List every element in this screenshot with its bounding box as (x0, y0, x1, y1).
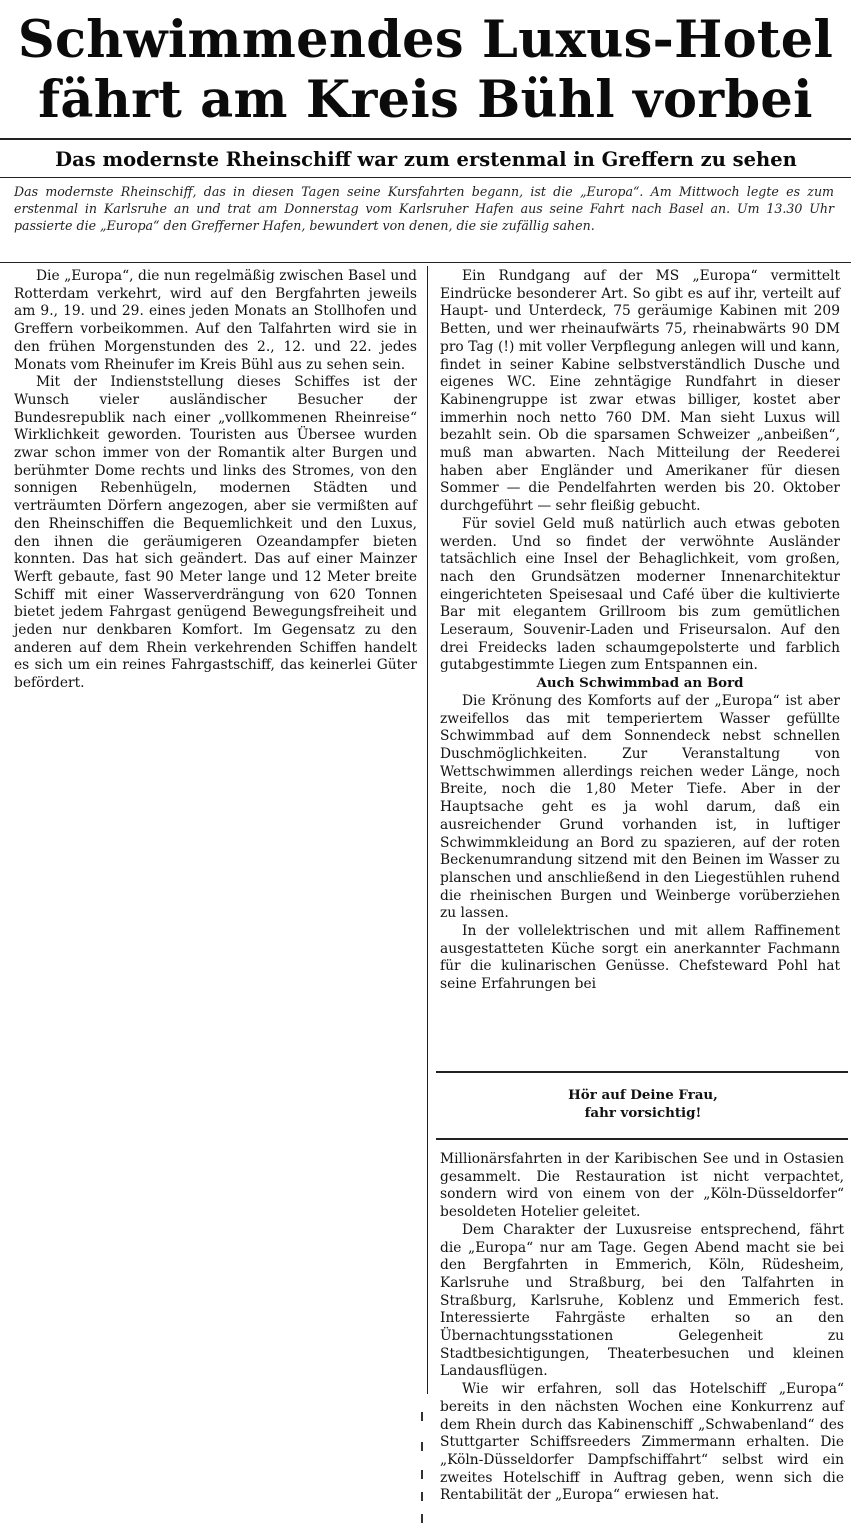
continued-paragraph-1: Millionärsfahrten in der Karibischen See und in Ostasien gesammelt. Die Restauration ist nicht verpachtet, sondern wird von einem von der „Köln-Düsseldorfer“ besoldeten Hotelier geleitet. (440, 1151, 844, 1221)
continued-paragraph-2: Dem Charakter der Luxusreise entsprechend, fährt die „Europa“ nur am Tage. Gegen Abend macht sie bei den Bergfahrten in Emmerich, Köln, Rüdesheim, Karlsruhe und Straßburg, bei den Talfahrten in Straßburg, Karlsruhe, Koblenz und Emmerich fest. Interessierte Fahrgäste erhalten so an den Übernachtungsstationen Gelegenheit zu Stadtbesichtigungen, Theaterbesuchen und kleinen Landausflügen. (440, 1221, 844, 1380)
right-paragraph-4: In der vollelektrischen und mit allem Raffinement ausgestatteten Küche sorgt ein anerkannter Fachmann für die kulinarischen Genüsse. Chefsteward Pohl hat seine Erfahrungen bei (440, 923, 840, 993)
rule-under-subheadline (0, 177, 851, 178)
margin-mark (421, 1412, 423, 1421)
left-paragraph-2: Mit der Indienststellung dieses Schiffes ist der Wunsch vieler ausländischer Besucher der Bundesrepublik nach einer „vollkommenen Rheinreise“ Wirklichkeit geworden. Touristen aus Übersee wurden zwar schon immer von der Romantik alter Burgen und berühmter Dome rechts und links des Stromes, von den sonnigen Rebenhügeln, modernen Städten und verträumten Dörfern angezogen, aber sie vermißten auf den Rheinschiffen die Bequemlichkeit und den Luxus, den ihnen die geräumigeren Ozeandampfer bieten konnten. Das hat sich geändert. Das auf einer Mainzer Werft gebaute, fast 90 Meter lange und 12 Meter breite Schiff mit einer Wasserverdrängung von 620 Tonnen bietet jedem Fahrgast genügend Bewegungsfreiheit und jeden nur denkbaren Komfort. Im Gegensatz zu den anderen auf dem Rhein verkehrenden Schiffen handelt es sich um ein reines Fahrgastschiff, das keinerlei Güter befördert. (14, 374, 417, 692)
right-paragraph-2: Für soviel Geld muß natürlich auch etwas geboten werden. Und so findet der verwöhnte Ausländer tatsächlich eine Insel der Behaglichkeit, vom großen, nach den Grundsätzen moderner Innenarchitektur eingerichteten Speisesaal und Café über die kultivierte Bar mit elegantem Grillroom bis zum gemütlichen Leseraum, Souvenir-Laden und Friseursalon. Auf den drei Freidecks laden schaumgepolsterte und farblich gutabgestimmte Liegen zum Entspannen ein. (440, 515, 840, 674)
lead-paragraph: Das modernste Rheinschiff, das in diesen Tagen seine Kursfahrten begann, ist die „Europa“. Am Mittwoch legte es zum erstenmal in Karlsruhe an und trat am Donnerstag vom Karlsruher Hafen aus seine Fahrt nach Basel an. Um 13.30 Uhr passierte die „Europa“ den Grefferner Hafen, bewundert von denen, die sie zufällig sahen. (14, 184, 834, 233)
headline (0, 10, 851, 130)
column-divider (427, 266, 428, 1394)
right-paragraph-1: Ein Rundgang auf der MS „Europa“ vermittelt Eindrücke besonderer Art. So gibt es auf ihr, verteilt auf Haupt- und Unterdeck, 75 geräumige Kabinen mit 209 Betten, und wer rheinaufwärts 75, rheinabwärts 90 DM pro Tag (!) mit voller Verpflegung anlegen will und kann, findet in seiner Kabine selbstverständlich Dusche und eigenes WC. Eine zehntägige Rundfahrt in dieser Kabinengruppe ist zwar etwas billiger, kostet aber immerhin noch netto 760 DM. Man sieht Luxus will bezahlt sein. Ob die sparsamen Schweizer „anbeißen“, muß man abwarten. Nach Mitteilung der Reederei haben aber Engländer und Amerikaner für diesen Sommer — die Pendelfahrten werden bis 20. Oktober durchgeführt — sehr fleißig gebucht. (440, 268, 840, 515)
rule-under-headline (0, 138, 851, 140)
margin-mark (421, 1492, 423, 1501)
rule-under-lead (0, 262, 851, 263)
left-column (14, 268, 417, 693)
margin-marks (421, 1408, 431, 1535)
notice-line-1: Hör auf Deine Frau, (568, 1087, 718, 1103)
continued-paragraph-3: Wie wir erfahren, soll das Hotelschiff „Europa“ bereits in den nächsten Wochen eine Konkurrenz auf dem Rhein durch das Kabinenschiff „Schwabenland“ des Stuttgarter Schiffsreeders Zimmermann erhalten. Die „Köln-Düsseldorfer Dampfschiffahrt“ selbst wird ein zweites Hotelschiff in Auftrag geben, wenn sich die Rentabilität der „Europa“ erwiesen hat. (440, 1381, 844, 1504)
rule-above-box (436, 1071, 848, 1073)
section-subtitle: Auch Schwimmbad an Bord (536, 675, 744, 692)
right-paragraph-3: Die Krönung des Komforts auf der „Europa“ ist aber zweifellos das mit temperiertem Wasser gefüllte Schwimmbad auf dem Sonnendeck nebst schnellen Duschmöglichkeiten. Zur Veranstaltung von Wettschwimmen allerdings reichen weder Länge, noch Breite, noch die 1,80 Meter Tiefe. Aber in der Hauptsache geht es ja wohl darum, daß ein ausreichender Grund vorhanden ist, in luftiger Schwimmkleidung an Bord zu spazieren, auf der roten Beckenumrandung sitzend mit den Beinen im Wasser zu planschen und anschließend in den Liegestühlen ruhend die rheinischen Burgen und Weinberge vorüberziehen zu lassen. (440, 692, 840, 922)
margin-mark (421, 1470, 423, 1479)
notice-line-2: fahr vorsichtig! (584, 1105, 702, 1121)
notice-box (440, 1077, 846, 1131)
left-paragraph-1: Die „Europa“, die nun regelmäßig zwischen Basel und Rotterdam verkehrt, wird auf den Bergfahrten jeweils am 9., 19. und 29. eines jeden Monats an Stollhofen und Greffern vorbeikommen. Auf den Talfahrten wird sie in den frühen Morgenstunden des 2., 12. und 22. jedes Monats vom Rheinufer im Kreis Bühl aus zu sehen sein. (14, 268, 417, 373)
subheadline: Das modernste Rheinschiff war zum erstenmal in Greffern zu sehen (55, 148, 797, 171)
margin-mark (421, 1442, 423, 1451)
rule-below-box (436, 1138, 848, 1140)
headline-line-1: Schwimmendes Luxus-Hotel (17, 10, 834, 70)
right-column (440, 268, 840, 994)
margin-mark (421, 1514, 423, 1523)
right-column-continued (440, 1151, 844, 1505)
headline-line-2: fährt am Kreis Bühl vorbei (38, 70, 813, 130)
